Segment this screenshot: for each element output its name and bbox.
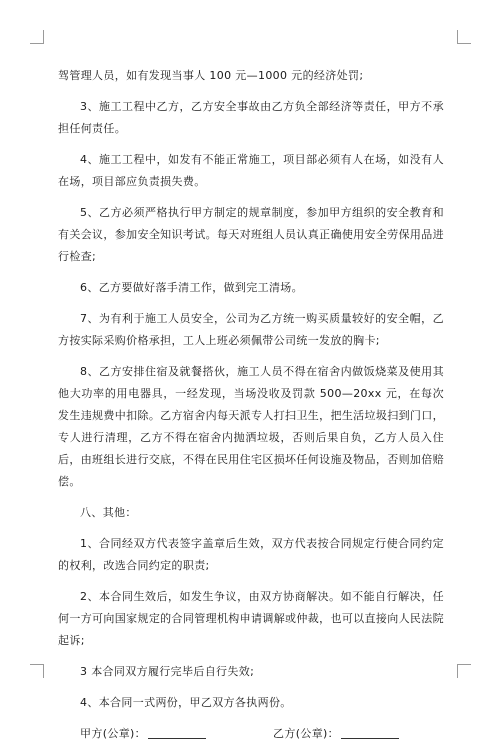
document-body [58, 65, 444, 745]
paragraph-11: 4、本合同一式两份，甲乙双方各执两份。 [80, 696, 292, 709]
crop-mark-top-right [457, 30, 471, 44]
paragraph-0: 驾管理人员，如有发现当事人 100 元—1000 元的经济处罚; [58, 69, 364, 82]
paragraph-5: 7、为有利于施工人员安全，公司为乙方统一购买质量较好的安全帽，乙方按实际采购价格承担，工人上班必须佩带公司统一发放的胸卡; [58, 312, 444, 347]
party-a-label: 甲方(公章)： [80, 727, 147, 740]
paragraph-9: 2、本合同生效后，如发生争议，由双方协商解决。如不能自行解决，任何一方可向国家规定的合同管理机构申请调解或仲裁，也可以直接向人民法院起诉; [58, 590, 444, 647]
paragraph-10: 3 本合同双方履行完毕后自行失效; [80, 665, 255, 678]
signature-row [58, 723, 444, 745]
crop-mark-top-left [30, 30, 44, 44]
crop-mark-bottom-right [457, 664, 471, 678]
paragraph-2: 4、施工工程中，如发有不能正常施工，项目部必须有人在场，如没有人在场，项目部应负责损失费。 [58, 153, 444, 188]
paragraph-4: 6、乙方要做好落手清工作，做到完工清场。 [80, 281, 303, 294]
paragraph-8: 1、合同经双方代表签字盖章后生效，双方代表按合同规定行使合同约定的权利，改选合同约定的职责; [58, 537, 444, 572]
section-heading-other: 八、其他： [80, 506, 137, 519]
party-a-blank-line [148, 726, 206, 739]
crop-mark-bottom-left [30, 664, 44, 678]
party-b-signature [251, 723, 444, 745]
party-a-signature [58, 723, 251, 745]
party-b-label: 乙方(公章)： [273, 727, 340, 740]
paragraph-1: 3、施工工程中乙方，乙方安全事故由乙方负全部经济等责任，甲方不承担任何责任。 [58, 100, 444, 135]
paragraph-3: 5、乙方必须严格执行甲方制定的规章制度，参加甲方组织的安全教育和有关会议，参加安全知识考试。每天对班组人员认真正确使用安全劳保用品进行检查; [58, 206, 444, 263]
paragraph-6: 8、乙方安排住宿及就餐搭伙，施工人员不得在宿舍内做饭烧菜及使用其他大功率的用电器具，一经发现，当场没收及罚款 500—20xx 元，在每次发生违规费中扣除。乙方宿舍内每天派专人打扫卫生，把生活垃圾扫到门口，专人进行清理，乙方不得在宿舍内抛洒垃圾，否则后果自负，乙方人员入住后，由班组长进行交底，不得在民用住宅区损坏任何设施及物品，否则加倍赔偿。 [58, 365, 444, 488]
party-b-blank-line [341, 726, 399, 739]
